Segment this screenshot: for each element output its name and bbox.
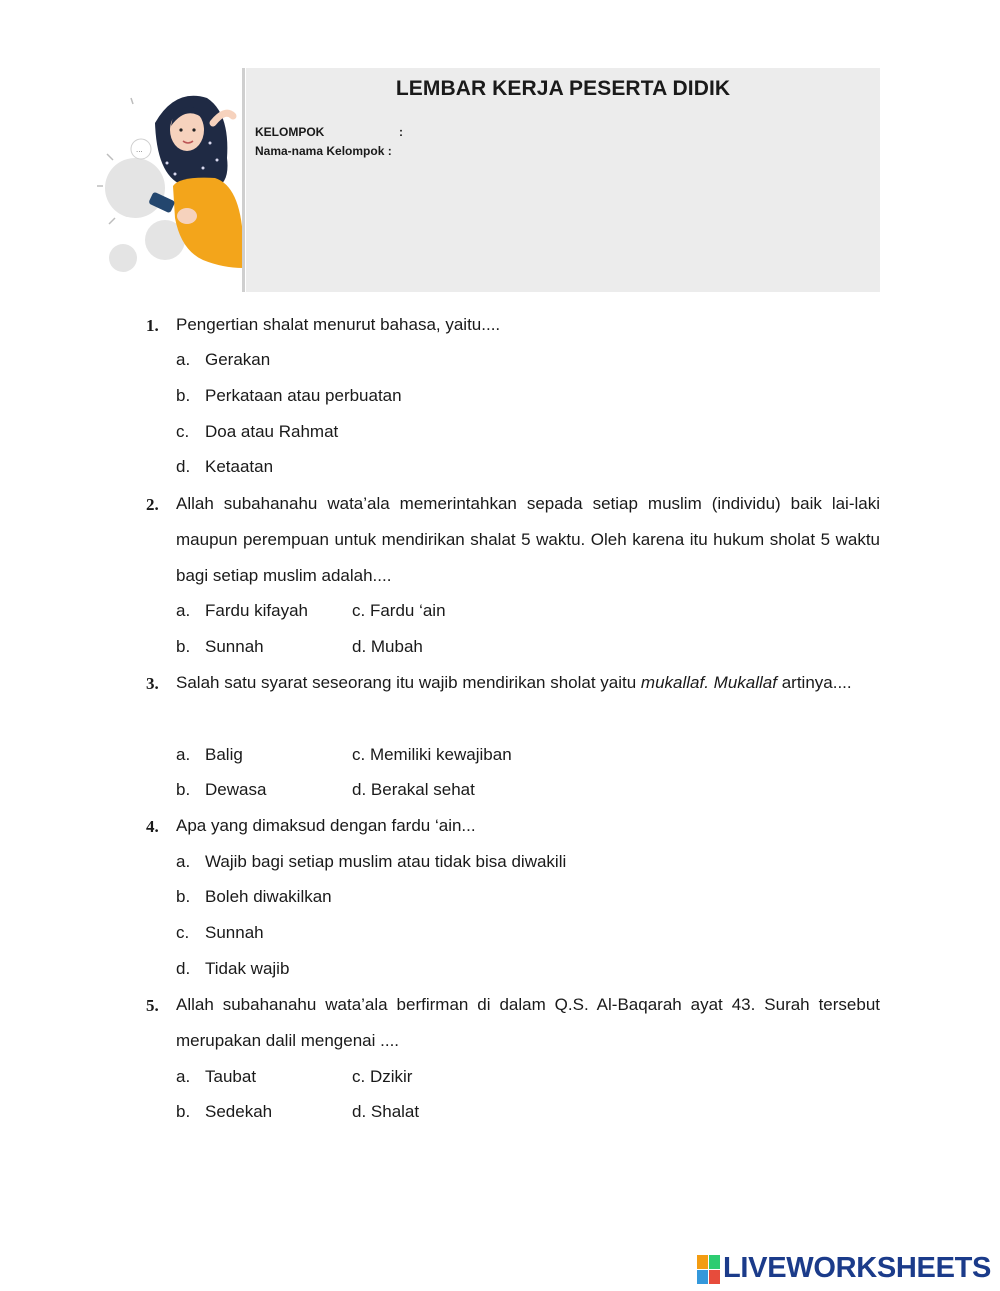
- question-1-text: Pengertian shalat menurut bahasa, yaitu....: [176, 315, 501, 334]
- question-1-option-d[interactable]: [176, 457, 273, 477]
- question-5-option-a[interactable]: a. Taubat: [176, 1067, 257, 1086]
- svg-text:...: ...: [136, 145, 143, 154]
- question-4-option-d[interactable]: d. Tidak wajib: [176, 959, 290, 978]
- option-text: Doa atau Rahmat: [205, 422, 339, 441]
- question-3-option-c[interactable]: c. Memiliki kewajiban: [352, 745, 512, 764]
- page-title: LEMBAR KERJA PESERTA DIDIK: [395, 77, 731, 100]
- kelompok-colon: :: [399, 125, 403, 139]
- question-1-option-a[interactable]: [176, 350, 270, 370]
- option-letter: b.: [176, 386, 191, 405]
- option-text: Gerakan: [205, 350, 271, 369]
- nama-kelompok-label: Nama-nama Kelompok :: [255, 144, 392, 158]
- question-4-option-b[interactable]: b. Boleh diwakilkan: [176, 887, 332, 906]
- question-4-text: Apa yang dimaksud dengan fardu ‘ain...: [176, 816, 476, 835]
- header-box: [246, 68, 880, 292]
- question-1-number: 1.: [146, 316, 159, 335]
- option-letter: a.: [176, 350, 191, 369]
- question-2-number: 2.: [146, 495, 159, 514]
- option-letter: d.: [176, 457, 191, 476]
- question-2-option-a[interactable]: a. Fardu kifayah: [176, 601, 308, 620]
- question-3-number: 3.: [146, 674, 159, 693]
- question-2-option-c[interactable]: c. Fardu ‘ain: [352, 601, 446, 620]
- question-5-text: Allah subahanahu wata’ala berfirman di dalam Q.S. Al-Baqarah ayat 43. Surah tersebut merupakan dalil mengenai ....: [176, 995, 880, 1050]
- question-3-text: Salah satu syarat seseorang itu wajib mendirikan sholat yaitu mukallaf. Mukallaf artinya....: [176, 673, 852, 692]
- option-text: Perkataan atau perbuatan: [205, 386, 402, 405]
- question-5-option-d[interactable]: d. Shalat: [352, 1102, 420, 1121]
- footer-brand[interactable]: LIVEWORKSHEETS: [723, 1252, 992, 1284]
- student-illustration: [95, 68, 245, 293]
- question-1-option-c[interactable]: [176, 422, 338, 442]
- question-2-option-d[interactable]: d. Mubah: [352, 637, 423, 656]
- question-4-option-c[interactable]: c. Sunnah: [176, 923, 264, 942]
- question-4-number: 4.: [146, 817, 159, 836]
- question-3-option-d[interactable]: d. Berakal sehat: [352, 780, 475, 799]
- question-3-option-b[interactable]: b. Dewasa: [176, 780, 267, 799]
- question-1-option-b[interactable]: [176, 386, 402, 406]
- question-5-option-c[interactable]: c. Dzikir: [352, 1067, 413, 1086]
- question-3-option-a[interactable]: a. Balig: [176, 745, 243, 764]
- option-letter: c.: [176, 422, 190, 441]
- nama-kelompok-field: [255, 144, 392, 158]
- question-4-option-a[interactable]: a. Wajib bagi setiap muslim atau tidak bisa diwakili: [176, 852, 567, 871]
- question-2-option-b[interactable]: b. Sunnah: [176, 637, 264, 656]
- question-2-text: Allah subahanahu wata’ala memerintahkan sepada setiap muslim (individu) baik lai-laki maupun perempuan untuk mendirikan shalat 5 waktu. Oleh karena itu hukum sholat 5 waktu bagi setiap muslim adalah....: [176, 494, 880, 585]
- question-5-option-b[interactable]: b. Sedekah: [176, 1102, 273, 1121]
- question-5-number: 5.: [146, 996, 159, 1015]
- liveworksheets-logo-icon: [697, 1255, 721, 1285]
- option-text: Ketaatan: [205, 457, 274, 476]
- kelompok-label: KELOMPOK: [255, 125, 325, 139]
- header-divider: [242, 68, 245, 292]
- kelompok-field: [255, 125, 403, 139]
